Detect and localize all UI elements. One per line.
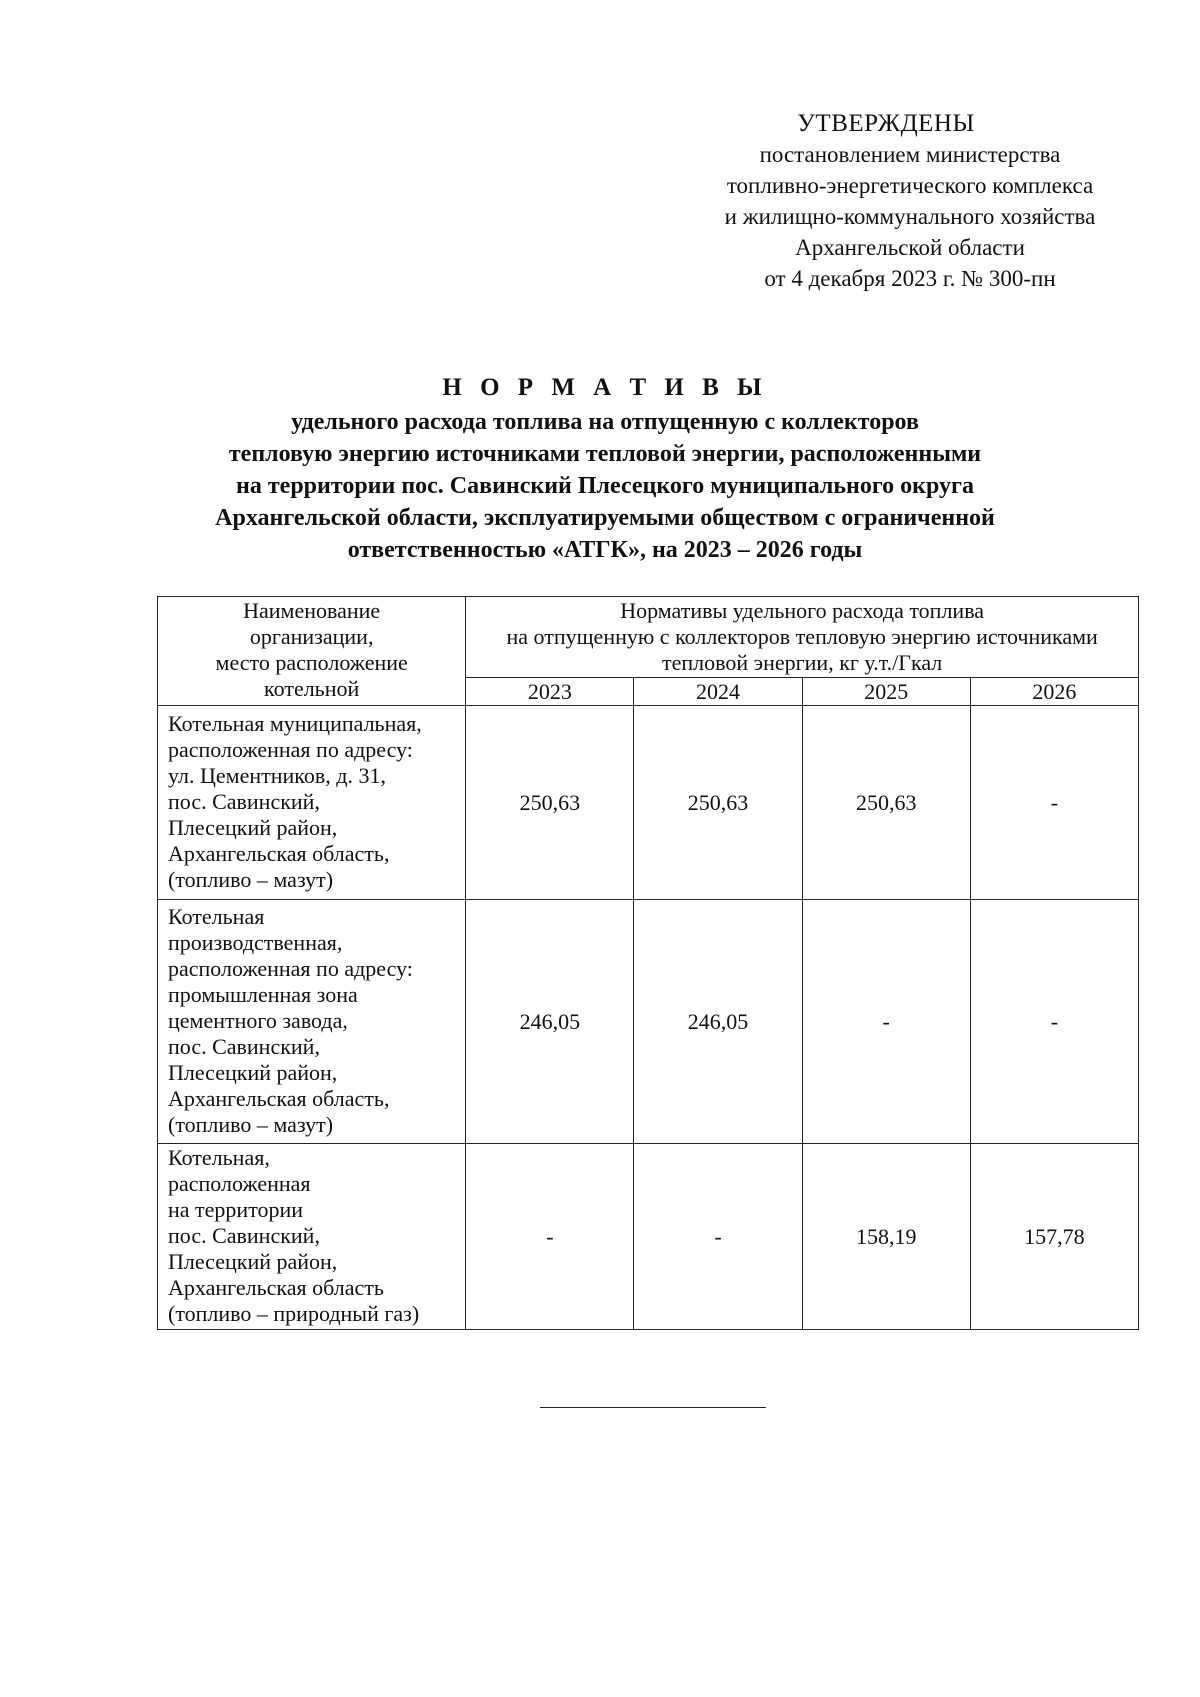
subtitle-line: ответственностью «АТГК», на 2023 – 2026 годы [347,537,863,563]
subtitle-line: удельного расхода топлива на отпущенную с коллекторов [291,409,919,435]
approval-title: УТВЕРЖДЕНЫ [797,110,975,137]
org-line: Плесецкий район, [168,1060,338,1085]
org-line: пос. Савинский, [168,1034,320,1059]
org-line: производственная, [168,930,343,955]
year-header-2023: 2023 [466,678,634,706]
org-line: Архангельская область, [168,1086,390,1111]
approval-line: и жилищно-коммунального хозяйства [724,204,1096,229]
header-line: место расположение [215,650,408,675]
org-line: Котельная муниципальная, [168,711,422,736]
table-header-row [158,597,1139,678]
org-line: (топливо – мазут) [168,1112,334,1137]
header-line: тепловой энергии, кг у.т./Гкал [662,650,943,675]
value-cell: 158,19 [802,1144,970,1330]
approval-block [640,108,1180,294]
org-column-header [158,597,466,706]
org-line: Котельная, [168,1145,270,1170]
org-cell [158,706,466,900]
org-line: Плесецкий район, [168,1249,338,1274]
value-cell: 250,63 [634,706,802,900]
approval-line: топливно-энергетического комплекса [726,173,1094,198]
value-cell: 250,63 [466,706,634,900]
value-cell: 246,05 [466,900,634,1144]
document-title: Н О Р М А Т И В Ы [442,374,768,401]
subtitle-line: тепловую энергию источниками тепловой энергии, расположенными [228,441,982,467]
document-heading [120,372,1090,566]
subtitle-line: на территории пос. Савинский Плесецкого муниципального округа [236,473,974,499]
approval-line: от 4 декабря 2023 г. № 300-пн [764,266,1056,291]
header-line: Наименование [243,598,381,623]
year-header-2026: 2026 [970,678,1138,706]
value-cell: - [970,900,1138,1144]
table-row [158,1144,1139,1330]
org-cell [158,900,466,1144]
value-cell: 246,05 [634,900,802,1144]
header-line: на отпущенную с коллекторов тепловую энергию источниками [506,624,1098,649]
org-line: Котельная [168,904,265,929]
approval-line: Архангельской области [795,235,1025,260]
value-cell: - [466,1144,634,1330]
table-row [158,706,1139,900]
approval-line: постановлением министерства [759,142,1061,167]
norms-group-header [466,597,1139,678]
org-line: цементного завода, [168,1008,348,1033]
org-line: расположенная по адресу: [168,956,413,981]
org-cell [158,1144,466,1330]
header-line: Нормативы удельного расхода топлива [620,598,985,623]
org-line: расположенная по адресу: [168,737,413,762]
org-line: пос. Савинский, [168,1223,320,1248]
closing-rule [540,1407,766,1408]
org-line: ул. Цементников, д. 31, [168,763,386,788]
org-line: Архангельская область [168,1275,384,1300]
norms-table [157,596,1139,1330]
year-header-2024: 2024 [634,678,802,706]
value-cell: - [634,1144,802,1330]
header-line: котельной [264,676,360,701]
value-cell: - [802,900,970,1144]
org-line: Архангельская область, [168,841,390,866]
org-line: (топливо – природный газ) [168,1301,420,1326]
org-line: пос. Савинский, [168,789,320,814]
year-header-2025: 2025 [802,678,970,706]
table-row [158,900,1139,1144]
header-line: организации, [249,624,374,649]
value-cell: 250,63 [802,706,970,900]
org-line: на территории [168,1197,304,1222]
org-line: расположенная [168,1171,311,1196]
value-cell: - [970,706,1138,900]
value-cell: 157,78 [970,1144,1138,1330]
org-line: (топливо – мазут) [168,867,334,892]
org-line: промышленная зона [168,982,358,1007]
subtitle-line: Архангельской области, эксплуатируемыми обществом с ограниченной [215,505,995,531]
org-line: Плесецкий район, [168,815,338,840]
